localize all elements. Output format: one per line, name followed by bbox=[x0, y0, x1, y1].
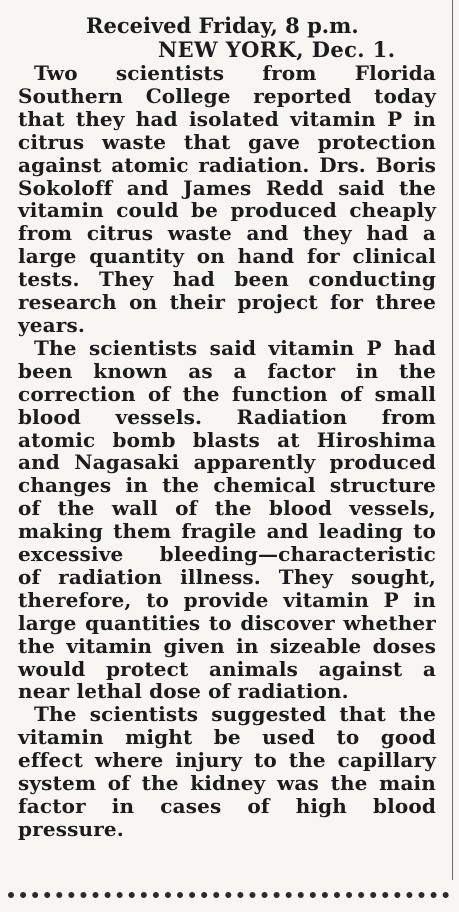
dateline: NEW YORK, Dec. 1. bbox=[158, 37, 396, 62]
paragraph-3: The scientists suggested that the vitamin might be used to good effect where injury to the capillary system of the kidney was the main factor in cases of high blood pressure. bbox=[18, 702, 436, 841]
paragraph-1: Two scientists from Florida Southern College reported today that they had isolated vitamin P in citrus waste that gave protection against atomic radiation. Drs. Boris Sokoloff and James Redd said the vitamin could be produced cheaply from citrus waste and they had a large quantity on hand for clinical tests. They had been conducting research on their project for three years. bbox=[18, 61, 436, 337]
paragraph-2: The scientists said vitamin P had been known as a factor in the correction of the function of small blood vessels. Radiation from atomic bomb blasts at Hiroshima and Nagasaki apparently produced changes in the chemical structure of the wall of the blood vessels, making them fragile and leading to excessive bleeding—characteristic of radiation illness. They sought, therefore, to provide vitamin P in large quantities to discover whether the vitamin given in sizeable doses would protect animals against a near lethal dose of radiation. bbox=[18, 335, 436, 704]
received-line: Received Friday, 8 p.m. bbox=[86, 13, 359, 38]
bottom-dotted-rule bbox=[8, 892, 449, 898]
article bbox=[18, 14, 436, 841]
column-rule bbox=[452, 0, 453, 880]
